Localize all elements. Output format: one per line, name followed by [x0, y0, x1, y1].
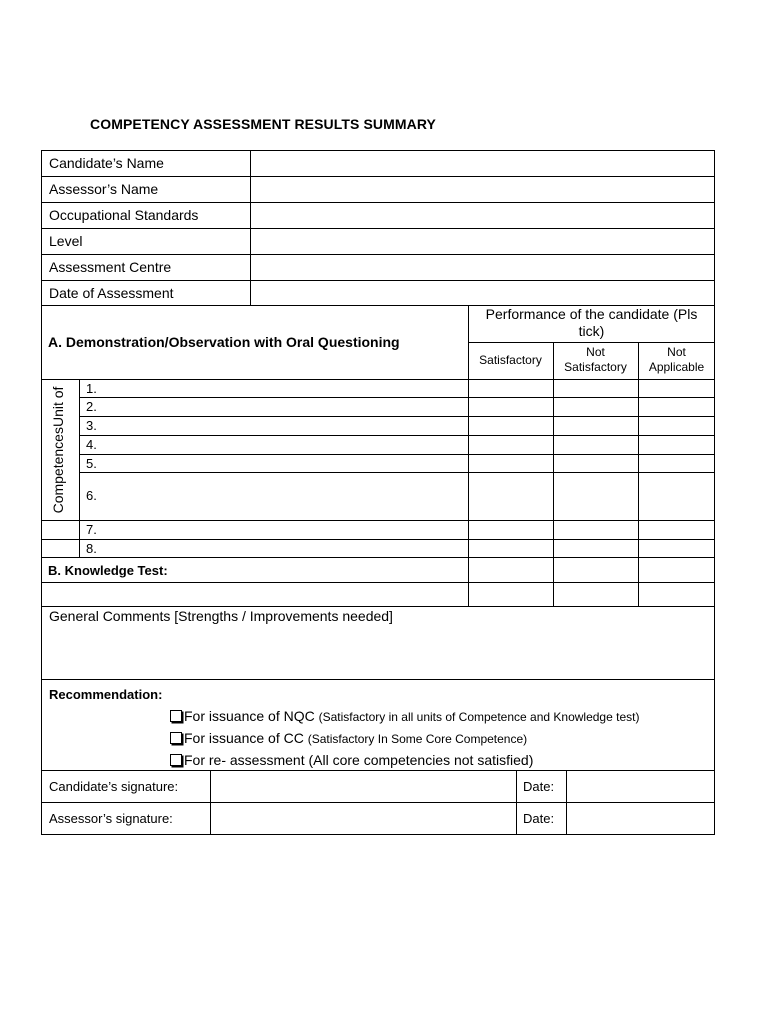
assessor-date-label: Date:: [523, 811, 555, 826]
item-2: 2.: [86, 399, 97, 414]
option-nqc-label: For issuance of NQC: [184, 708, 319, 724]
item-7: 7.: [86, 522, 97, 537]
performance-header-line1: Performance of the candidate (Pls: [485, 306, 698, 322]
item-3: 3.: [86, 418, 97, 433]
option-reassessment-label: For re- assessment (All core competencies not satisfied): [184, 752, 534, 768]
general-comments-label: General Comments [Strengths / Improvements needed]: [49, 608, 393, 624]
checkbox-nqc[interactable]: [170, 710, 182, 722]
occupational-standards-label: Occupational Standards: [49, 207, 199, 223]
assessor-name-label: Assessor’s Name: [49, 181, 159, 197]
section-b-heading: B. Knowledge Test:: [48, 563, 168, 578]
col-not-applicable-line2: Applicable: [648, 360, 705, 374]
units-of-competence-label: CompetencesUnit of: [50, 386, 66, 514]
date-of-assessment-label: Date of Assessment: [49, 285, 174, 301]
candidate-name-label: Candidate’s Name: [49, 155, 164, 171]
item-5: 5.: [86, 456, 97, 471]
checkbox-reassessment[interactable]: [170, 754, 182, 766]
col-not-applicable-line1: Not: [667, 345, 686, 359]
option-cc-label: For issuance of CC: [184, 730, 308, 746]
recommendation-heading: Recommendation:: [49, 687, 163, 702]
item-6: 6.: [86, 488, 97, 503]
assessment-centre-label: Assessment Centre: [49, 259, 172, 275]
section-a-heading: A. Demonstration/Observation with Oral Questioning: [48, 334, 400, 350]
option-cc-note: (Satisfactory In Some Core Competence): [307, 732, 528, 746]
performance-header-line2: tick): [578, 323, 605, 339]
option-nqc-note: (Satisfactory in all units of Competence and Knowledge test): [318, 710, 640, 724]
assessor-signature-label: Assessor’s signature:: [49, 811, 173, 826]
item-8: 8.: [86, 541, 97, 556]
option-nqc: [170, 709, 639, 723]
page-title: COMPETENCY ASSESSMENT RESULTS SUMMARY: [90, 116, 436, 132]
col-not-satisfactory-line1: Not: [586, 345, 605, 359]
col-satisfactory: Satisfactory: [479, 353, 542, 367]
candidate-date-label: Date:: [523, 779, 555, 794]
level-label: Level: [49, 233, 83, 249]
option-cc: [170, 731, 527, 745]
col-not-satisfactory-line2: Satisfactory: [564, 360, 627, 374]
option-reassessment: [170, 753, 533, 767]
checkbox-cc[interactable]: [170, 732, 182, 744]
candidate-signature-label: Candidate’s signature:: [49, 779, 179, 794]
item-4: 4.: [86, 437, 97, 452]
item-1: 1.: [86, 381, 97, 396]
